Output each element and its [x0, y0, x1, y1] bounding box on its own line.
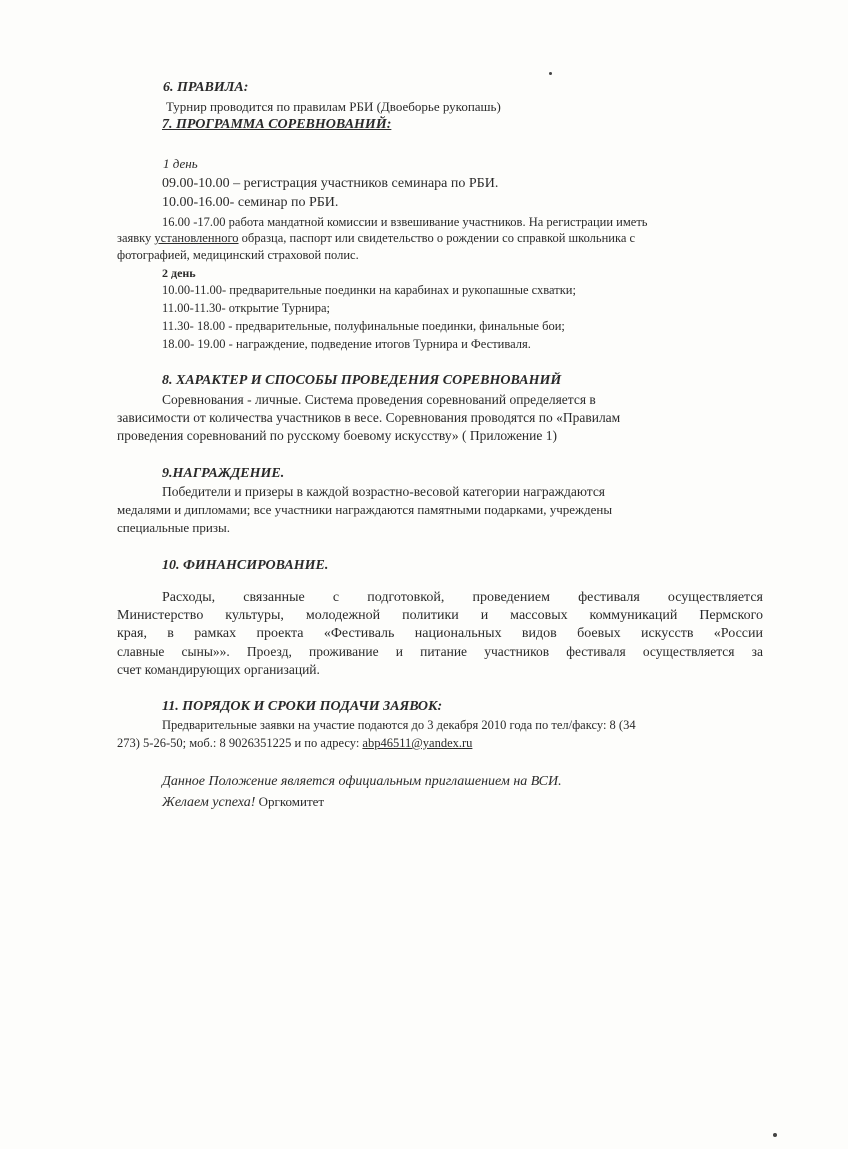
section-8-line-2: зависимости от количества участников в весе. Соревнования проводятся по «Правилам: [117, 410, 621, 425]
day-2-line-2: 11.00-11.30- открытие Турнира;: [162, 301, 331, 315]
day-1-line-4-a: заявку: [117, 231, 155, 245]
day-1-line-2: 10.00-16.00- семинар по РБИ.: [162, 195, 339, 210]
closing-line-1: Данное Положение является официальным приглашением на ВСИ.: [162, 774, 562, 789]
section-9-line-1: Победители и призеры в каждой возрастно-весовой категории награждаются: [162, 484, 606, 499]
day-2-label: 2 день: [162, 266, 196, 280]
section-10-heading: 10. ФИНАНСИРОВАНИЕ.: [162, 558, 329, 573]
section-6-text: Турнир проводится по правилам РБИ (Двоеборье рукопашь): [166, 99, 501, 114]
closing-wish: Желаем успеха!: [162, 795, 256, 810]
day-1-line-1: 09.00-10.00 – регистрация участников семинара по РБИ.: [162, 176, 499, 191]
day-1-line-5: фотографией, медицинский страховой полис.: [117, 248, 359, 262]
section-8-line-1: Соревнования - личные. Система проведения соревнований определяется в: [162, 392, 596, 407]
section-11-heading: 11. ПОРЯДОК И СРОКИ ПОДАЧИ ЗАЯВОК:: [162, 699, 443, 714]
day-1-line-4: [117, 230, 635, 246]
section-10-line-1: Расходы, связанные с подготовкой, проведением фестиваля осуществляется: [162, 590, 763, 605]
day-1-line-3: 16.00 -17.00 работа мандатной комиссии и взвешивание участников. На регистрации иметь: [162, 215, 648, 229]
day-2-line-1: 10.00-11.00- предварительные поединки на карабинах и рукопашные схватки;: [162, 283, 576, 297]
section-11-line-1: Предварительные заявки на участие подаются до 3 декабря 2010 года по тел/факсу: 8 (34: [162, 718, 636, 732]
day-1-label: 1 день: [163, 156, 198, 171]
day-2-line-4: 18.00- 19.00 - награждение, подведение итогов Турнира и Фестиваля.: [162, 337, 531, 351]
section-10-line-2: Министерство культуры, молодежной политики и массовых коммуникаций Пермского: [117, 608, 763, 623]
closing-line-2: [162, 794, 324, 811]
scan-speck: [549, 72, 552, 75]
day-2-line-3: 11.30- 18.00 - предварительные, полуфинальные поединки, финальные бои;: [162, 319, 565, 333]
section-8-line-3: проведения соревнований по русскому боевому искусству» ( Приложение 1): [117, 428, 557, 443]
day-1-line-4-c: образца, паспорт или свидетельство о рождении со справкой школьника с: [238, 231, 636, 245]
section-10-line-3: края, в рамках проекта «Фестиваль национальных видов боевых искусств «России: [117, 626, 763, 641]
section-9-heading: 9.НАГРАЖДЕНИЕ.: [162, 466, 285, 481]
section-9-line-3: специальные призы.: [117, 520, 230, 535]
section-8-heading: 8. ХАРАКТЕР И СПОСОБЫ ПРОВЕДЕНИЯ СОРЕВНОВАНИЙ: [162, 373, 562, 388]
section-10-line-5: счет командирующих организаций.: [117, 662, 320, 677]
section-10-line-4: славные сыны»». Проезд, проживание и питание участников фестиваля осуществляется за: [117, 644, 763, 659]
section-11-line-2-a: 273) 5-26-50; моб.: 8 9026351225 и по адресу:: [117, 736, 363, 750]
day-1-line-4-b: установленного: [154, 231, 239, 245]
section-6-heading: 6. ПРАВИЛА:: [163, 80, 249, 95]
closing-signature: Оргкомитет: [255, 794, 325, 809]
section-7-heading: 7. ПРОГРАММА СОРЕВНОВАНИЙ:: [162, 117, 392, 132]
section-9-line-2: медалями и дипломами; все участники награждаются памятными подарками, учреждены: [117, 502, 613, 517]
scan-speck-bottom: [773, 1133, 777, 1137]
section-11-line-2: [117, 735, 472, 751]
email-link[interactable]: abp46511@yandex.ru: [362, 736, 473, 750]
